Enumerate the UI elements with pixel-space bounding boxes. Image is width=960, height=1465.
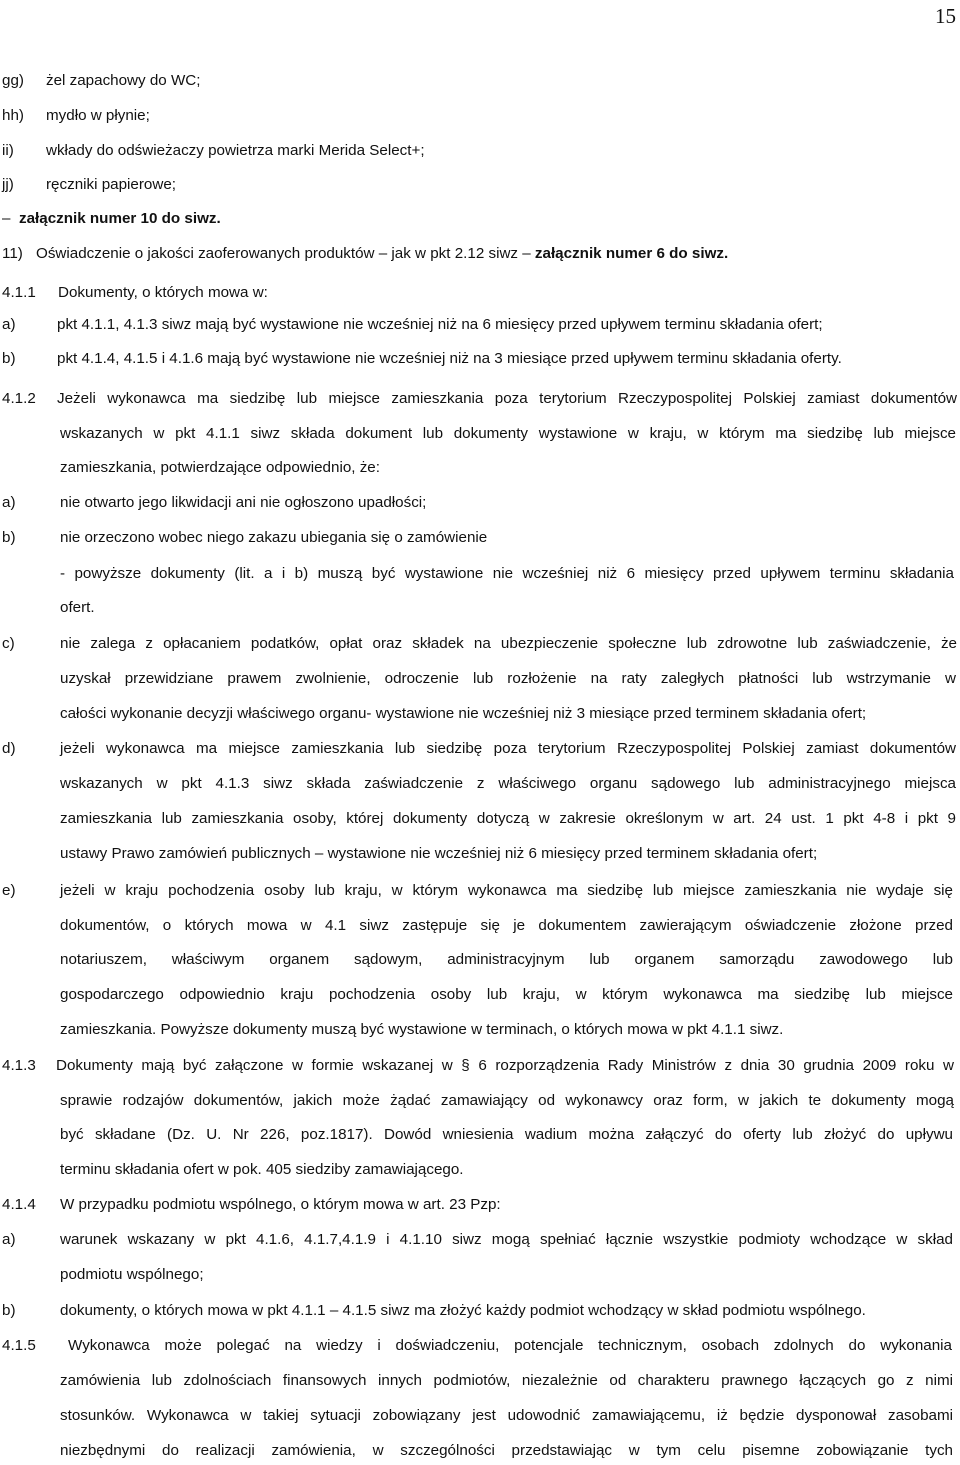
text-content: wskazanych w pkt 4.1.3 siwz składa zaświadczenie z właściwego organu sądowego lub administracyjnego miejsca [60,775,956,792]
item-text [60,1161,464,1179]
item-text [57,316,823,334]
text-content: nie zalega z opłacaniem podatków, opłat oraz składek na ubezpieczenie społeczne lub zdrowotne lub zaświadczenie, że [60,635,957,652]
bold-reference: załącznik numer 10 do siwz. [19,210,221,227]
item-text [68,1337,952,1355]
item-text [60,951,953,969]
item-text [57,390,957,408]
text-content: Dokumenty, o których mowa w: [58,284,268,301]
text-content: pkt 4.1.4, 4.1.5 i 4.1.6 mają być wystawione nie wcześniej niż na 3 miesiące przed upływem terminu składania oferty. [57,350,842,367]
item-text [46,142,425,160]
text-content: Wykonawca może polegać na wiedzy i doświadczeniu, potencjale technicznym, osobach zdolnych do wykonania [68,1337,952,1354]
item-label: 4.1.4 [2,1196,36,1213]
item-label: a) [2,494,16,511]
text-content: notariuszem, właściwym organem sądowym, administracyjnym lub organem samorządu zawodowego lub [60,951,953,968]
item-text [60,425,956,443]
text-content: dokumentów, o których mowa w 4.1 siwz zastępuje się je dokumentem zawierającym oświadczenie złożone przed [60,917,953,934]
text-content: zamieszkania, potwierdzające odpowiednio, że: [60,459,380,476]
item-text [60,635,957,653]
item-text [60,599,95,617]
text-content: jeżeli w kraju pochodzenia osoby lub kraju, w którym wykonawca ma siedzibę lub miejsce zamieszkania nie wydaje się [60,882,953,899]
text-content: wkłady do odświeżaczy powietrza marki Merida Select+; [46,142,425,159]
text-content: W przypadku podmiotu wspólnego, o którym mowa w art. 23 Pzp: [60,1196,501,1213]
item-label: gg) [2,72,24,89]
text-content: dokumenty, o których mowa w pkt 4.1.1 – 4.1.5 siwz ma złożyć każdy podmiot wchodzący w skład podmiotu wspólnego. [60,1302,866,1319]
item-label: 4.1.5 [2,1337,36,1354]
text-content: sprawie rodzajów dokumentów, jakich może żądać zamawiający od wykonawcy oraz form, w jakich te dokumenty mogą [60,1092,954,1109]
text-content: nie otwarto jego likwidacji ani nie ogłoszono upadłości; [60,494,427,511]
item-label: ii) [2,142,14,159]
item-label: a) [2,1231,16,1248]
text-content: pkt 4.1.1, 4.1.3 siwz mają być wystawione nie wcześniej niż na 6 miesięcy przed upływem terminu składania ofert; [57,316,823,333]
text-content: ręczniki papierowe; [46,176,176,193]
item-text [60,810,956,828]
text-content: warunek wskazany w pkt 4.1.6, 4.1.7,4.1.9 i 4.1.10 siwz mogą spełniać łącznie wszystkie podmioty wchodzące w skład [60,1231,953,1248]
text-content: ustawy Prawo zamówień publicznych – wystawione nie wcześniej niż 6 miesięcy przed terminem składania ofert; [60,845,818,862]
text-content: uzyskał przewidziane prawem zwolnienie, odroczenie lub rozłożenie na raty zaległych płatności lub wstrzymanie w [60,670,956,687]
item-label: 4.1.3 [2,1057,36,1074]
item-text [60,1372,953,1390]
dash-marker: – [2,210,11,227]
text-content: Dokumenty mają być załączone w formie wskazanej w § 6 rozporządzenia Rady Ministrów z dnia 30 grudnia 2009 roku w [56,1057,954,1074]
item-label: b) [2,529,16,546]
text-content: nie orzeczono wobec niego zakazu ubiegania się o zamówienie [60,529,488,546]
item-text [60,1021,783,1039]
item-label: hh) [2,107,24,124]
item-label: e) [2,882,16,899]
text-content: niezbędnymi do realizacji zamówienia, w szczególności przedstawiając w tym celu pisemne zobowiązanie tych [60,1442,953,1459]
item-text [60,845,817,863]
text-content: całości wykonanie decyzji właściwego organu- wystawione nie wcześniej niż 3 miesiące przed terminem składania ofert; [60,705,867,722]
item-text [58,284,268,302]
item-text [60,986,953,1004]
item-text [57,350,842,368]
text-content: żel zapachowy do WC; [46,72,201,89]
item-label: 4.1.1 [2,284,36,301]
text-content: Jeżeli wykonawca ma siedzibę lub miejsce zamieszkania poza terytorium Rzeczypospolitej Polskiej zamiast dokumentów [57,390,957,407]
page-number: 15 [935,4,956,28]
item-text [60,1231,953,1249]
item-label: a) [2,316,16,333]
text-content: zamieszkania. Powyższe dokumenty muszą być wystawione w terminach, o których mowa w pkt 4.1.1 siwz. [60,1021,784,1038]
text-content: zamówienia lub zdolnościach finansowych innych podmiotów, niezależnie od charakteru prawnego łączących go z nimi [60,1372,953,1389]
item-label: b) [2,1302,16,1319]
item-text [60,529,487,547]
item-text [46,176,176,194]
item-text [60,565,954,583]
text-content: podmiotu wspólnego; [60,1266,204,1283]
item-text [60,1126,953,1144]
item-text [60,1196,501,1214]
item-text [60,882,953,900]
item-text [56,1057,954,1075]
text-content: Oświadczenie o jakości zaoferowanych produktów – jak w pkt 2.12 siwz – [36,245,531,262]
item-text [60,740,956,758]
item-text [60,1302,866,1320]
text-content: być składane (Dz. U. Nr 226, poz.1817). Dowód wniesienia wadium można załączyć do oferty lub złożyć do upływu [60,1126,953,1143]
text-content: wskazanych w pkt 4.1.1 siwz składa dokument lub dokumenty wystawione w kraju, w którym ma siedzibę lub miejsce [60,425,956,442]
item-label: jj) [2,176,14,193]
item-text [36,245,728,263]
item-text [60,1407,953,1425]
text-content: jeżeli wykonawca ma miejsce zamieszkania lub siedzibę poza terytorium Rzeczypospolitej Polskiej zamiast dokumentów [60,740,956,757]
text-content: ofert. [60,599,95,616]
item-text [60,494,426,512]
item-text [60,670,956,688]
item-text [60,917,953,935]
item-text [46,72,200,90]
item-label: c) [2,635,15,652]
item-text [46,107,150,125]
text-content: gospodarczego odpowiednio kraju pochodzenia osoby lub kraju, w którym wykonawca ma siedzibę lub miejsce [60,986,953,1003]
item-label: 4.1.2 [2,390,36,407]
text-content: - powyższe dokumenty (lit. a i b) muszą być wystawione nie wcześniej niż 6 miesięcy przed upływem terminu składania [60,565,954,582]
item-text [60,1266,204,1284]
item-text [60,775,956,793]
text-content: zamieszkania lub zamieszkania osoby, której dokumenty dotyczą w zakresie określonym w art. 24 ust. 1 pkt 4-8 i pkt 9 [60,810,956,827]
item-text [60,459,380,477]
item-text [60,705,866,723]
bold-reference: załącznik numer 6 do siwz. [534,245,729,262]
item-label: d) [2,740,16,757]
item-text [60,1442,953,1460]
text-content: mydło w płynie; [46,107,150,124]
item-text [60,1092,954,1110]
item-label: 11) [2,245,23,262]
item-label: b) [2,350,16,367]
item-text [19,210,221,228]
text-content: terminu składania ofert w pok. 405 siedziby zamawiającego. [60,1161,464,1178]
text-content: stosunków. Wykonawca w takiej sytuacji zobowiązany jest udowodnić zamawiającemu, iż będzie dysponował zasobami [60,1407,953,1424]
